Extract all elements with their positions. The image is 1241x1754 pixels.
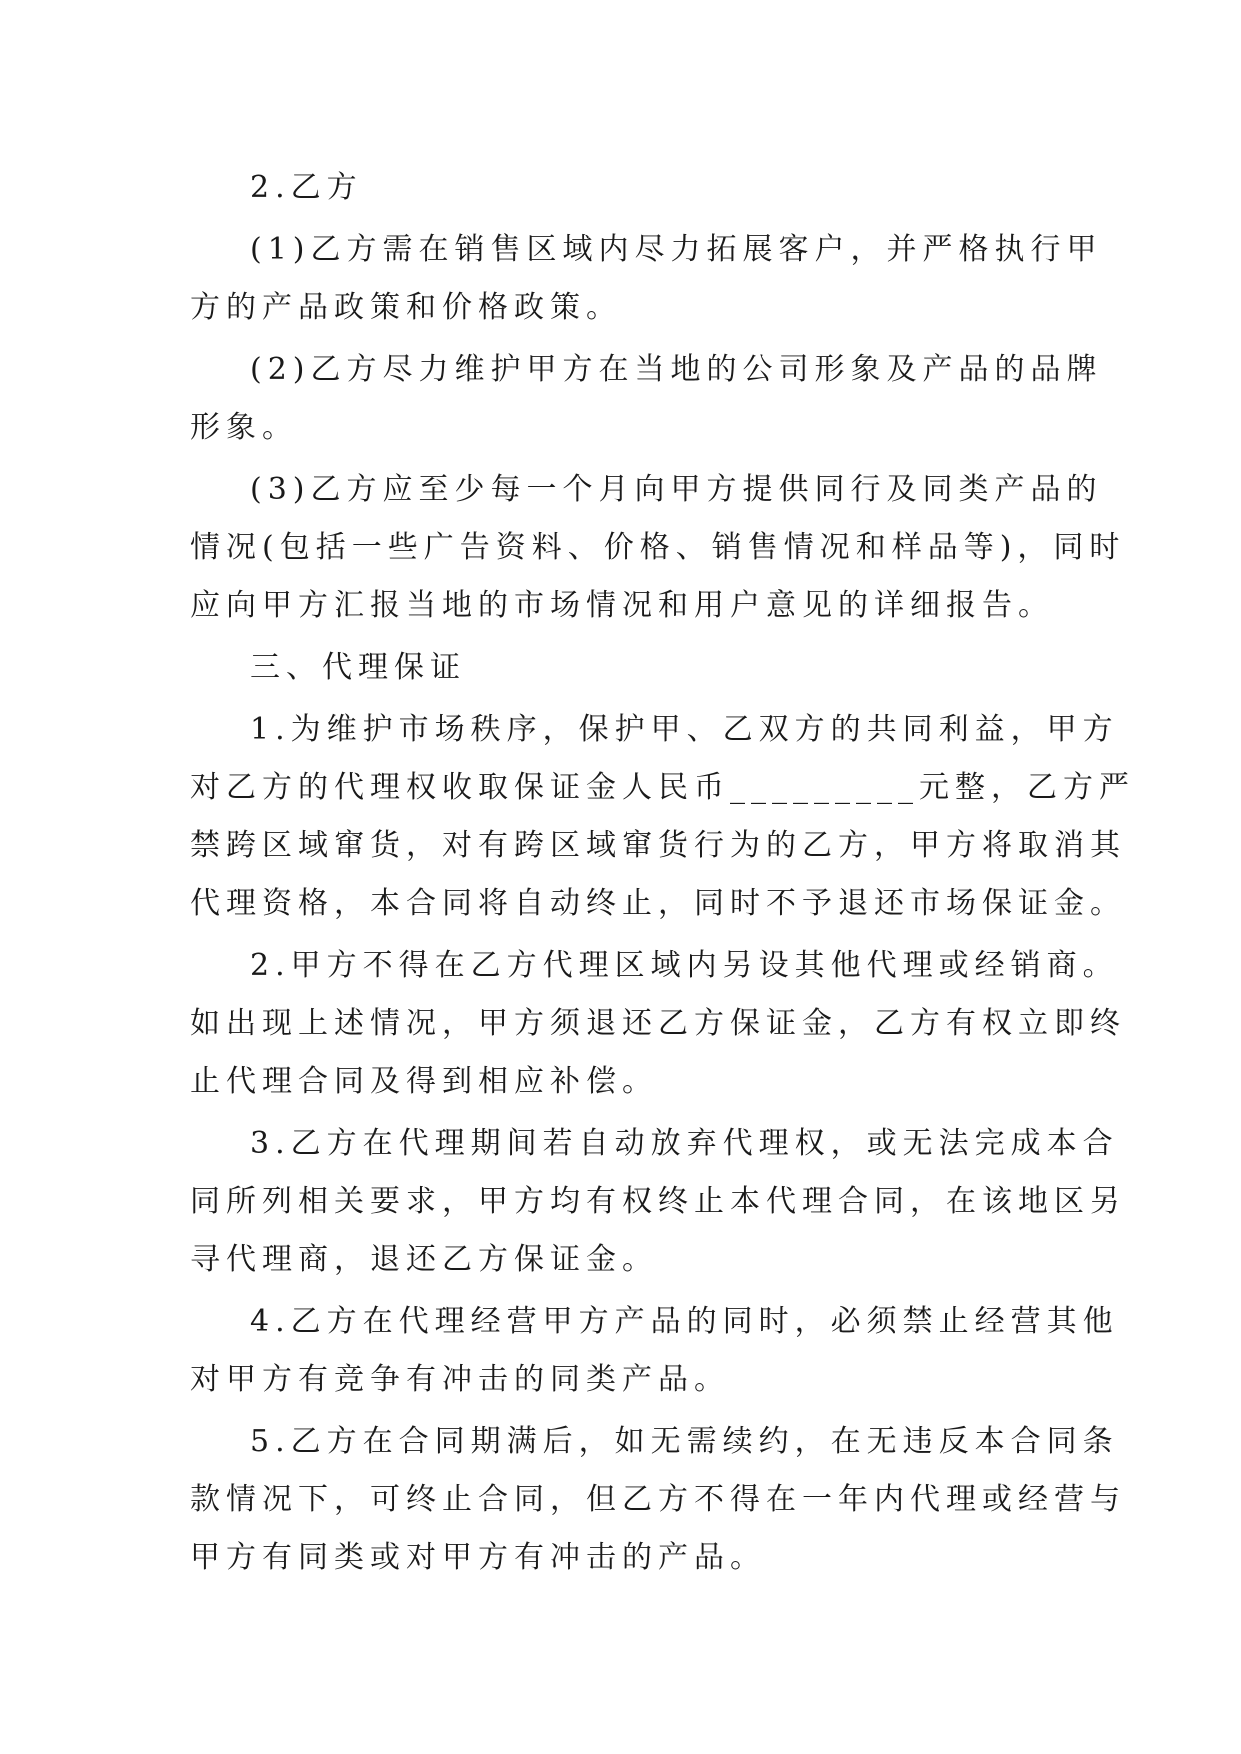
paragraph-line: 三、代理保证 [250,650,466,685]
paragraph-line: (3)乙方应至少每一个月向甲方提供同行及同类产品的 [250,472,1103,507]
paragraph-line: 止代理合同及得到相应补偿。 [190,1064,658,1099]
paragraph-line: 方的产品政策和价格政策。 [190,290,622,325]
paragraph-line: 寻代理商，退还乙方保证金。 [190,1242,658,1277]
paragraph [190,1293,1119,1409]
paragraph [190,221,1103,337]
paragraph-line: (2)乙方尽力维护甲方在当地的公司形象及产品的品牌 [250,352,1103,387]
paragraph [190,639,1050,697]
paragraph-line: 应向甲方汇报当地的市场情况和用户意见的详细报告。 [190,588,1054,623]
paragraph-line: 3.乙方在代理期间若自动放弃代理权，或无法完成本合 [250,1126,1119,1161]
paragraph-line: 形象。 [190,410,298,445]
paragraph-line: 代理资格，本合同将自动终止，同时不予退还市场保证金。 [190,886,1126,921]
paragraph-line: 情况(包括一些广告资料、价格、销售情况和样品等)，同时 [190,530,1126,565]
paragraph-line: 如出现上述情况，甲方须退还乙方保证金，乙方有权立即终 [190,1006,1126,1041]
paragraph-line: 对甲方有竞争有冲击的同类产品。 [190,1362,730,1397]
paragraph [190,1115,1126,1289]
paragraph [190,341,1103,457]
paragraph-line: 2.甲方不得在乙方代理区域内另设其他代理或经销商。 [250,948,1119,983]
paragraph [190,937,1126,1111]
paragraph [190,159,1050,217]
paragraph [190,1413,1126,1587]
paragraph-line: 同所列相关要求，甲方均有权终止本代理合同，在该地区另 [190,1184,1126,1219]
paragraph-line: (1)乙方需在销售区域内尽力拓展客户，并严格执行甲 [250,232,1103,267]
paragraph [190,701,1135,933]
paragraph-line: 禁跨区域窜货，对有跨区域窜货行为的乙方，甲方将取消其 [190,828,1126,863]
document-body [190,159,1135,1591]
paragraph-line: 1.为维护市场秩序，保护甲、乙双方的共同利益，甲方 [250,712,1119,747]
paragraph-line: 甲方有同类或对甲方有冲击的产品。 [190,1540,766,1575]
paragraph [190,461,1126,635]
paragraph-line: 2.乙方 [250,170,363,205]
paragraph-line: 5.乙方在合同期满后，如无需续约，在无违反本合同条 [250,1424,1119,1459]
paragraph-line: 4.乙方在代理经营甲方产品的同时，必须禁止经营其他 [250,1304,1119,1339]
paragraph-line: 款情况下，可终止合同，但乙方不得在一年内代理或经营与 [190,1482,1126,1517]
paragraph-line: 对乙方的代理权收取保证金人民币_________元整，乙方严 [190,770,1135,805]
